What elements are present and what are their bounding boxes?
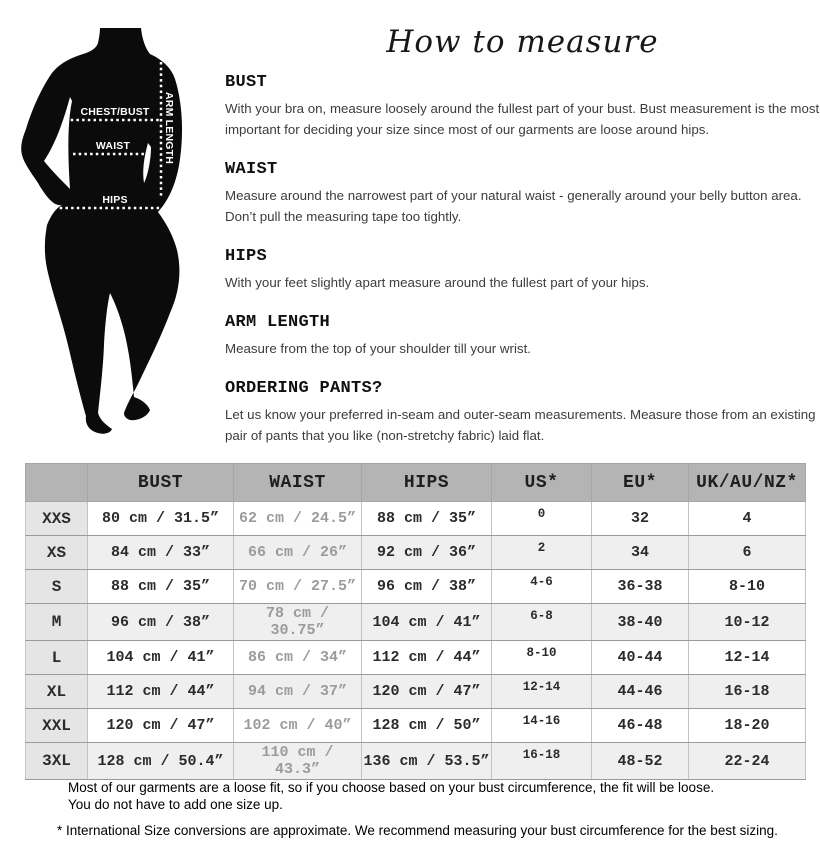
section-waist: [225, 160, 820, 227]
uk-au-nz-size-cell: 12-14: [689, 641, 806, 675]
uk-au-nz-size-cell: 8-10: [689, 570, 806, 604]
hips-cell: 92 cm / 36”: [362, 536, 492, 570]
fit-note-line2: You do not have to add one size up.: [68, 796, 283, 812]
bust-cell: 88 cm / 35”: [88, 570, 234, 604]
page-title: How to measure: [386, 24, 659, 60]
us-size-cell: 4-6: [492, 570, 592, 604]
waist-cell: 62 cm / 24.5”: [234, 502, 362, 536]
hips-cell: 88 cm / 35”: [362, 502, 492, 536]
hips-cell: 104 cm / 41”: [362, 604, 492, 641]
waist-cell: 66 cm / 26”: [234, 536, 362, 570]
table-row-xxl: [26, 709, 806, 743]
size-label: M: [26, 604, 88, 641]
hips-cell: 96 cm / 38”: [362, 570, 492, 604]
size-label: 3XL: [26, 743, 88, 780]
us-size-cell: 14-16: [492, 709, 592, 743]
body-silhouette-illustration: [20, 25, 230, 445]
section-heading-waist: WAIST: [225, 160, 278, 179]
bust-cell: 104 cm / 41”: [88, 641, 234, 675]
measurement-figure: [20, 25, 230, 445]
size-label: XXS: [26, 502, 88, 536]
waist-cell: 94 cm / 37”: [234, 675, 362, 709]
section-body-ordering-pants: Let us know your preferred in-seam and outer-seam measurements. Measure those from an existing pair of pants that you like (non-stretchy fabric) laid flat.: [225, 407, 816, 443]
column-header-hips: HIPS: [362, 464, 492, 502]
table-row-xs: [26, 536, 806, 570]
bust-cell: 120 cm / 47”: [88, 709, 234, 743]
section-body-arm-length: Measure from the top of your shoulder till your wrist.: [225, 341, 531, 356]
waist-cell: 78 cm / 30.75”: [234, 604, 362, 641]
column-header-eu: EU*: [592, 464, 689, 502]
size-label: XL: [26, 675, 88, 709]
us-size-cell: 2: [492, 536, 592, 570]
size-chart-table: [25, 463, 806, 780]
eu-size-cell: 36-38: [592, 570, 689, 604]
table-row-xl: [26, 675, 806, 709]
column-header-waist: WAIST: [234, 464, 362, 502]
size-label: L: [26, 641, 88, 675]
section-heading-ordering-pants: ORDERING PANTS?: [225, 379, 383, 398]
waist-cell: 70 cm / 27.5”: [234, 570, 362, 604]
bust-cell: 128 cm / 50.4”: [88, 743, 234, 780]
uk-au-nz-size-cell: 6: [689, 536, 806, 570]
us-size-cell: 12-14: [492, 675, 592, 709]
section-body-hips: With your feet slightly apart measure around the fullest part of your hips.: [225, 275, 650, 290]
waist-cell: 110 cm / 43.3”: [234, 743, 362, 780]
table-row-l: [26, 641, 806, 675]
table-row-xxs: [26, 502, 806, 536]
uk-au-nz-size-cell: 4: [689, 502, 806, 536]
size-label: S: [26, 570, 88, 604]
section-arm-length: [225, 313, 820, 359]
us-size-cell: 0: [492, 502, 592, 536]
section-heading-bust: BUST: [225, 73, 268, 92]
arm-length-label: ARM LENGTH: [163, 92, 175, 164]
hips-label: HIPS: [102, 194, 128, 206]
silhouette-body-shape: [21, 28, 182, 434]
bust-cell: 80 cm / 31.5”: [88, 502, 234, 536]
eu-size-cell: 40-44: [592, 641, 689, 675]
column-header-us: US*: [492, 464, 592, 502]
hips-cell: 112 cm / 44”: [362, 641, 492, 675]
section-heading-hips: HIPS: [225, 247, 268, 266]
eu-size-cell: 48-52: [592, 743, 689, 780]
uk-au-nz-size-cell: 22-24: [689, 743, 806, 780]
section-body-waist: Measure around the narrowest part of your natural waist - generally around your belly button area. Don’t pull the measuring tape too tightly.: [225, 188, 802, 224]
waist-label: WAIST: [95, 140, 131, 152]
fit-note-line1: Most of our garments are a loose fit, so if you choose based on your bust circumference, the fit will be loose.: [68, 780, 715, 795]
size-label: XS: [26, 536, 88, 570]
section-ordering-pants: [225, 379, 820, 446]
bust-cell: 84 cm / 33”: [88, 536, 234, 570]
size-label: XXL: [26, 709, 88, 743]
table-row-s: [26, 570, 806, 604]
eu-size-cell: 44-46: [592, 675, 689, 709]
hips-cell: 120 cm / 47”: [362, 675, 492, 709]
uk-au-nz-size-cell: 16-18: [689, 675, 806, 709]
eu-size-cell: 38-40: [592, 604, 689, 641]
corner-cell: [26, 464, 88, 502]
uk-au-nz-size-cell: 18-20: [689, 709, 806, 743]
bust-cell: 112 cm / 44”: [88, 675, 234, 709]
fit-note: [68, 780, 788, 813]
table-row-m: [26, 604, 806, 641]
column-header-bust: BUST: [88, 464, 234, 502]
eu-size-cell: 46-48: [592, 709, 689, 743]
waist-cell: 86 cm / 34”: [234, 641, 362, 675]
us-size-cell: 16-18: [492, 743, 592, 780]
table-header-row: [26, 464, 806, 502]
section-bust: [225, 73, 820, 140]
chest-bust-label: CHEST/BUST: [80, 106, 150, 118]
section-heading-arm-length: ARM LENGTH: [225, 313, 331, 332]
us-size-cell: 6-8: [492, 604, 592, 641]
eu-size-cell: 32: [592, 502, 689, 536]
hips-cell: 136 cm / 53.5”: [362, 743, 492, 780]
eu-size-cell: 34: [592, 536, 689, 570]
column-header-uk-au-nz: UK/AU/NZ*: [689, 464, 806, 502]
section-hips: [225, 247, 820, 293]
instructions-column: [225, 24, 820, 466]
section-body-bust: With your bra on, measure loosely around the fullest part of your bust. Bust measurement is the most important for deciding your size since most of our garments are loose around hips.: [225, 101, 820, 137]
us-size-cell: 8-10: [492, 641, 592, 675]
uk-au-nz-size-cell: 10-12: [689, 604, 806, 641]
conversion-note: * International Size conversions are approximate. We recommend measuring your bust circumference for the best sizing.: [57, 823, 778, 838]
table-row-3xl: [26, 743, 806, 780]
waist-cell: 102 cm / 40”: [234, 709, 362, 743]
bust-cell: 96 cm / 38”: [88, 604, 234, 641]
hips-cell: 128 cm / 50”: [362, 709, 492, 743]
